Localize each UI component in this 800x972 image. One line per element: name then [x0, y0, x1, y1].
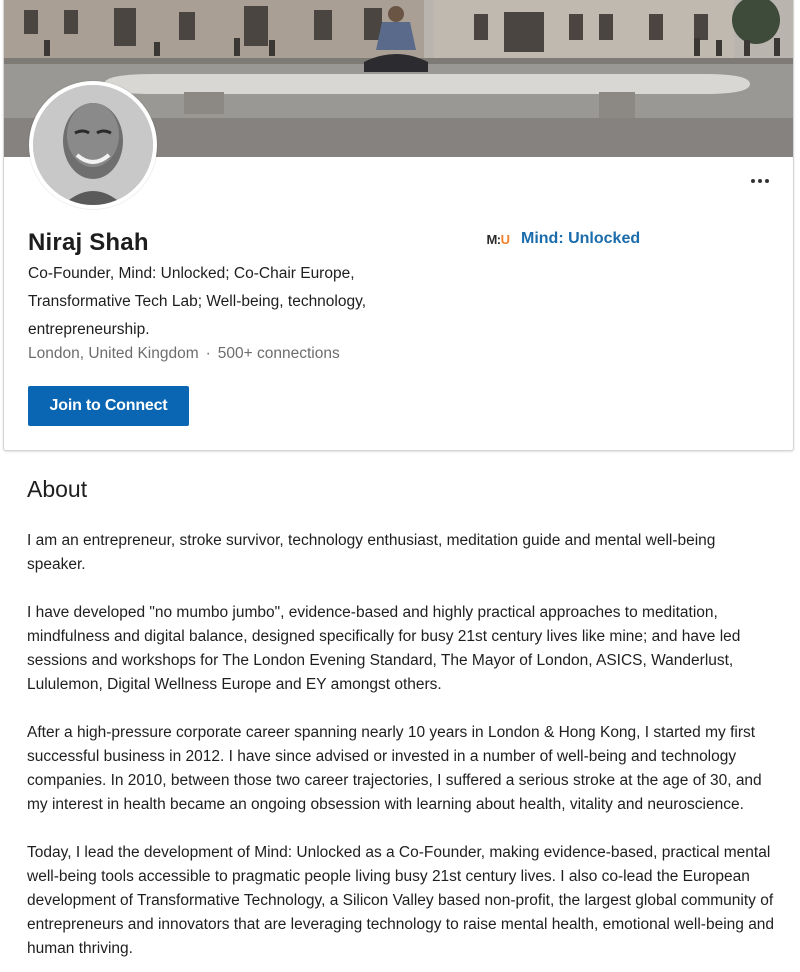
- profile-connections: 500+ connections: [217, 345, 340, 362]
- about-paragraph: After a high-pressure corporate career spanning nearly 10 years in London & Hong Kong, I started my first successful business in 2012. I have since advised or invested in a number of well-being and technology companies. In 2010, between those two career trajectories, I suffered a serious stroke at the age of 30, and my interest in health became an ongoing obsession with learning about health, vitality and neuroscience.: [27, 724, 762, 813]
- ellipsis-icon-dot: [758, 179, 762, 183]
- join-to-connect-button[interactable]: Join to Connect: [28, 386, 189, 426]
- profile-headline: Co-Founder, Mind: Unlocked; Co-Chair Europe, Transformative Tech Lab; Well-being, technology, entrepreneurship.: [28, 265, 367, 338]
- about-section: [27, 529, 777, 972]
- profile-name: Niraj Shah: [28, 229, 149, 256]
- about-heading: About: [27, 476, 88, 502]
- ellipsis-icon-dot: [765, 179, 769, 183]
- company-name[interactable]: Mind: Unlocked: [521, 230, 641, 247]
- company-logo-m: M: [486, 231, 497, 247]
- company-logo-colon: :: [496, 231, 501, 247]
- ellipsis-icon-dot: [751, 179, 755, 183]
- about-paragraph: I am an entrepreneur, stroke survivor, technology enthusiast, meditation guide and mental well-being speaker.: [27, 532, 716, 573]
- company-logo-icon: [484, 229, 512, 249]
- more-options-button[interactable]: [745, 170, 775, 192]
- current-company-link[interactable]: [484, 229, 640, 249]
- about-paragraph: Today, I lead the development of Mind: Unlocked as a Co-Founder, making evidence-based, practical mental well-being tools accessible to pragmatic people living busy 21st century lives. I also co-lead the European development of Transformative Technology, a Silicon Valley based non-profit, the largest global community of entrepreneurs and innovators that are leveraging technology to raise mental health, emotional well-being and human thriving.: [27, 844, 775, 957]
- profile-avatar[interactable]: [29, 81, 157, 209]
- profile-location: London, United Kingdom: [28, 345, 199, 362]
- company-logo-u: U: [500, 231, 510, 247]
- profile-card: [3, 0, 794, 451]
- about-paragraph: I have developed "no mumbo jumbo", evidence-based and highly practical approaches to meditation, mindfulness and digital balance, designed specifically for busy 21st century lives like mine; and have led sessions and workshops for The London Evening Standard, The Mayor of London, ASICS, Wanderlust, Lululemon, Digital Wellness Europe and EY amongst others.: [27, 604, 741, 693]
- meta-separator: ·: [205, 345, 211, 362]
- profile-photo: [33, 85, 153, 205]
- profile-meta: [28, 345, 340, 363]
